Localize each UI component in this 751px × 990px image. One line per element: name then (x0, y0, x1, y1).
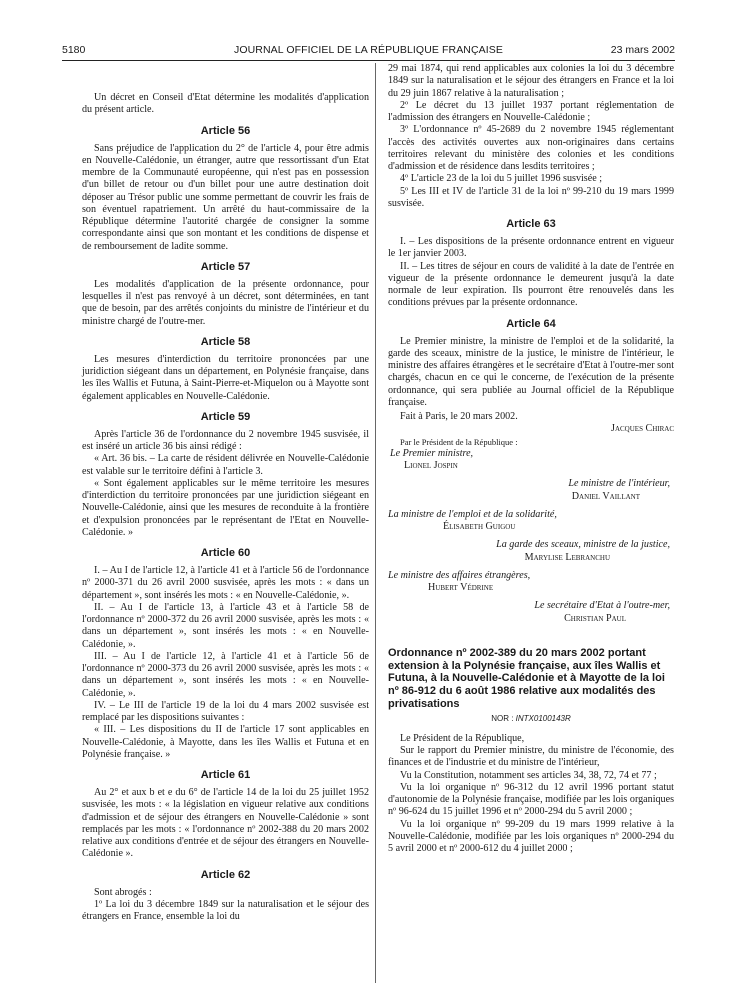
article-62-title: Article 62 (200, 868, 251, 881)
article-60-text-4: IV. – Le III de l'article 19 de la loi du 4 mars 2002 susvisée est remplacé par les dispositions suivantes : (82, 699, 369, 723)
article-58-title: Article 58 (200, 335, 251, 348)
signatory-title: Le secrétaire d'Etat à l'outre-mer, (534, 600, 670, 612)
ordonnance-title: Ordonnance nº 2002-389 du 20 mars 2002 portant extension à la Polynésie française, aux îles Wallis et Futuna, à la Nouvelle-Calédonie et à Mayotte de la loi nº 86-912 du 6 août 1986 relative aux modalités des privatisations (388, 646, 665, 710)
repeal-item-4: 4º L'article 23 de la loi du 5 juillet 1996 susvisée ; (400, 173, 603, 185)
column-separator (375, 63, 376, 983)
article-63-text-2: II. – Les titres de séjour en cours de validité à la date de l'entrée en vigueur de la présente ordonnance le demeurent jusqu'à la date normale de leur expiration. Ils pourront être renouvelés dans les conditions prévues par la présente ordonnance. (388, 260, 674, 309)
nor-label: NOR : (491, 713, 516, 723)
signatory-name: Hubert Védrine (428, 582, 494, 593)
signature-ministre-emploi (388, 509, 674, 534)
article-58-text: Les mesures d'interdiction du territoire prononcées par une juridiction siégeant dans un département, en Polynésie française, dans les îles Wallis et Futuna, à Saint-Pierre-et-Miquelon ou à Mayotte sont également applicables en Nouvelle-Calédonie. (82, 353, 369, 402)
article-64-title: Article 64 (506, 317, 556, 330)
signatory-title: Le Premier ministre, (390, 447, 474, 459)
article-60-text-2: II. – Au I de l'article 13, à l'article 43 et à l'article 58 de l'ordonnance nº 2000-372 du 26 avril 2000 susvisée, après les mots : « dans un département », sont insérés les mots : « en Nouvelle-Calédonie, ». (82, 601, 369, 650)
right-column (388, 63, 674, 855)
ordonnance-text-2: Sur le rapport du Premier ministre, du ministre de l'économie, des finances et de l'industrie et du ministre de l'intérieur, (388, 745, 674, 769)
header-rule (62, 60, 675, 61)
signatory-title: La garde des sceaux, ministre de la justice, (496, 539, 670, 551)
journal-title: JOURNAL OFFICIEL DE LA RÉPUBLIQUE FRANÇAISE (234, 44, 503, 56)
article-59-text-2: « Art. 36 bis. – La carte de résident délivrée en Nouvelle-Calédonie est valable sur le territoire défini à l'article 3. (82, 453, 369, 477)
signatory-title: Le ministre des affaires étrangères, (388, 569, 531, 581)
article-64-text: Le Premier ministre, la ministre de l'emploi et de la solidarité, la garde des sceaux, ministre de la justice, le ministre de l'intérieur, le ministre des affaires étrangères et le secrétaire d'Etat à l'outre-mer sont chargés, chacun en ce qui le concerne, de l'exécution de la présente ordonnance, qui sera publiée au Journal officiel de la République française. (388, 335, 674, 408)
fait-a-paris: Fait à Paris, le 20 mars 2002. (400, 411, 518, 422)
signatory-title: La ministre de l'emploi et de la solidarité, (388, 508, 557, 520)
article-57-title: Article 57 (200, 260, 251, 273)
signature-garde-des-sceaux (388, 539, 670, 564)
ordonnance-text-4: Vu la loi organique nº 96-312 du 12 avril 1996 portant statut d'autonomie de la Polynésie française, modifiée par les lois organiques nº 96-624 du 15 juillet 1996 et nº 2000-294 du 5 avril 2000 ; (388, 781, 674, 818)
page-header (62, 44, 675, 58)
signatory-name: Élisabeth Guigou (443, 521, 516, 532)
article-60-text-5: « III. – Les dispositions du II de l'article 17 sont applicables en Nouvelle-Calédonie, à Mayotte, dans les îles Wallis et Futuna et en Polynésie française. » (82, 724, 369, 760)
article-63-text-1: I. – Les dispositions de la présente ordonnance entrent en vigueur le 1er janvier 2003. (388, 236, 674, 260)
repeal-item-2: 2º Le décret du 13 juillet 1937 portant réglementation de l'admission des étrangers en Nouvelle-Calédonie ; (388, 99, 674, 123)
ordonnance-text-5: Vu la loi organique nº 99-209 du 19 mars 1999 relative à la Nouvelle-Calédonie, modifiée par les lois organiques nº 2000-294 du 5 avril 2000 et nº 2000-612 du 4 juillet 2000 ; (388, 818, 674, 855)
article-60-text-3: III. – Au I de l'article 12, à l'article 41 et à l'article 56 de l'ordonnance nº 2000-373 du 26 avril 2000 susvisée, après les mots : « dans un département », sont insérés les mots : « en Nouvelle-Calédonie, ». (82, 650, 369, 699)
article-61-title: Article 61 (200, 769, 251, 781)
article-60-title: Article 60 (200, 547, 251, 559)
continuation-text: 29 mai 1874, qui rend applicables aux colonies la loi du 3 décembre 1849 sur la naturalisation et le séjour des étrangers en France et la loi du 29 juin 1867 relative à la naturalisation ; (388, 63, 674, 99)
signatory-name: Christian Paul (564, 612, 626, 624)
repeal-item-3: 3º L'ordonnance nº 45-2689 du 2 novembre 1945 réglementant l'accès des activités ouvertes aux non-originaires dans certains territoires relevant du ministère des colonies et les conditions d'admission et de résidence dans lesdits territoires ; (388, 124, 674, 172)
par-le-president: Par le Président de la République : (400, 436, 518, 447)
ordonnance-text-1: Le Président de la République, (400, 732, 525, 744)
left-column (82, 92, 369, 923)
issue-date: 23 mars 2002 (610, 44, 675, 56)
article-60-text-1: I. – Au I de l'article 12, à l'article 41 et à l'article 56 de l'ordonnance nº 2000-371 du 26 avril 2000 susvisée, après les mots : « dans un département », sont insérés les mots : « en Nouvelle-Calédonie, ». (82, 565, 369, 601)
article-61-text: Au 2° et aux b et e du 6° de l'article 14 de la loi du 25 juillet 1952 susvisée, les mots : « la législation en vigueur relative aux conditions d'admission et de séjour des étrangers en Nouvelle-Calédonie » sont remplacés par les mots : « l'ordonnance nº 2002-388 du 20 mars 2002 relative aux conditions d'entrée et de séjour des étrangers en Nouvelle-Calédonie ». (82, 787, 369, 860)
article-59-title: Article 59 (200, 410, 251, 423)
page-number: 5180 (62, 44, 86, 56)
signatory-name: Daniel Vaillant (571, 490, 640, 502)
article-62-text-2: 1º La loi du 3 décembre 1849 sur la naturalisation et le séjour des étrangers en France, ensemble la loi du (82, 898, 369, 922)
signature-secretaire-etat (388, 600, 670, 625)
signatory-name: Marylise Lebranchu (524, 551, 610, 563)
intro-paragraph: Un décret en Conseil d'Etat détermine les modalités d'application du présent article. (82, 92, 369, 116)
article-57-text: Les modalités d'application de la présente ordonnance, pour lesquelles il n'est pas renvoyé à un décret, sont déterminées, en tant que de besoin, par des arrêtés conjoints du ministre de l'intérieur et du ministre chargé de l'outre-mer. (82, 278, 369, 327)
article-56-title: Article 56 (200, 124, 251, 137)
article-62-text-1: Sont abrogés : (94, 886, 152, 898)
repeal-item-5: 5º Les III et IV de l'article 31 de la loi nº 99-210 du 19 mars 1999 susvisée. (388, 185, 674, 209)
signature-ministre-interieur (388, 478, 670, 503)
signatory-name: Lionel Jospin (404, 460, 458, 471)
nor-code: INTX0100143R (515, 713, 571, 723)
signature-premier-ministre (390, 448, 674, 473)
signature-ministre-affaires-etrangeres (388, 570, 674, 595)
article-56-text: Sans préjudice de l'application du 2° de l'article 4, pour être admis en Nouvelle-Calédonie, un étranger, autre que ressortissant d'un Etat membre de la Communauté européenne, qui n'est pas en possession d'un billet de retour ou d'un billet pour une autre destination doit déposer au Trésor public une somme permettant de couvrir les frais de son éventuel rapatriement. Un arrêté du haut-commissaire de la République détermine l'autorité chargée de consigner la somme correspondante ainsi que son montant et les conditions de dispense et de remboursement de ladite somme. (82, 142, 369, 252)
article-59-text-1: Après l'article 36 de l'ordonnance du 2 novembre 1945 susvisée, il est inséré un article 36 bis ainsi rédigé : (82, 428, 369, 452)
signature-president: Jacques Chirac (611, 423, 674, 435)
article-63-title: Article 63 (506, 218, 556, 230)
ordonnance-text-3: Vu la Constitution, notamment ses articles 34, 38, 72, 74 et 77 ; (400, 769, 657, 781)
article-59-text-3: « Sont également applicables sur le même territoire les mesures d'interdiction du territoire prononcées par une juridiction siégeant en Nouvelle-Calédonie, ainsi que les mesures de reconduite à la frontière et d'expulsion prononcées par le représentant de l'Etat en Nouvelle-Calédonie. » (82, 477, 369, 538)
signatory-title: Le ministre de l'intérieur, (568, 478, 670, 490)
nor-reference (388, 713, 674, 725)
